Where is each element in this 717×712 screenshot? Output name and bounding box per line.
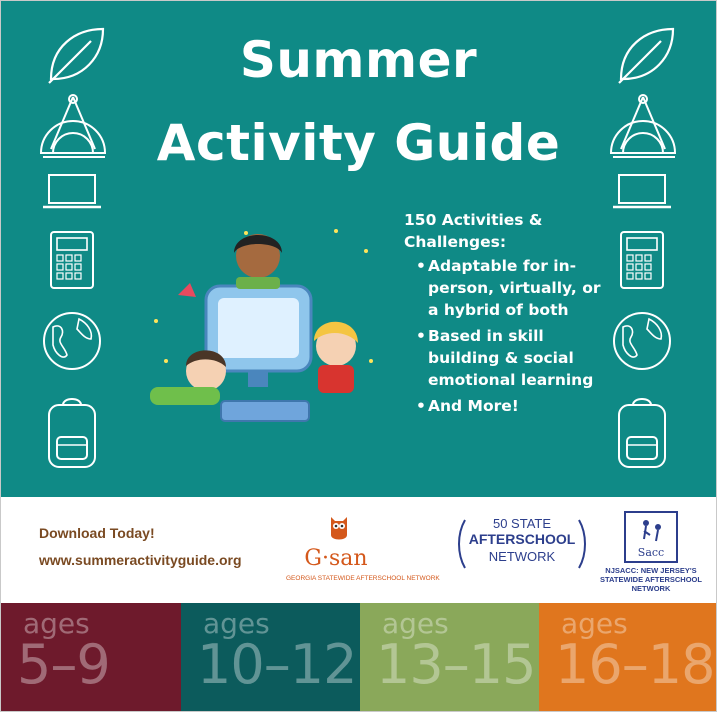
gsan-logo [286, 513, 446, 593]
laptop-icon [31, 171, 113, 211]
laptop-icon [601, 171, 683, 211]
owl-icon [328, 513, 350, 543]
download-url-link[interactable]: www.summeractivityguide.org [39, 552, 242, 568]
fifty-state-line1: 50 STATE [492, 516, 552, 531]
backpack-icon [601, 395, 683, 473]
title-line-2: Activity Guide [156, 114, 561, 172]
hero-panel [1, 1, 717, 497]
download-heading: Download Today! [39, 525, 155, 541]
calculator-icon [601, 229, 683, 291]
gsan-tagline: GEORGIA STATEWIDE AFTERSCHOOL NETWORK [286, 575, 440, 582]
age-bands [1, 603, 717, 712]
fifty-state-line3: NETWORK [488, 549, 556, 564]
age-word: ages [203, 607, 270, 640]
age-band-16-18 [539, 603, 717, 712]
kids-computer-illustration [136, 211, 396, 441]
age-band-10-12 [181, 603, 360, 712]
age-word: ages [23, 607, 90, 640]
compass-protractor-icon [601, 93, 683, 159]
feature-items [404, 255, 604, 417]
age-word: ages [382, 607, 449, 640]
age-band-5-9 [1, 603, 181, 712]
age-range: 10–12 [197, 633, 357, 696]
age-band-13-15 [360, 603, 539, 712]
feature-item: • Based in skill building & social emotional learning [428, 325, 604, 391]
njsacc-logo [591, 508, 711, 598]
left-icon-column [31, 23, 113, 483]
age-range: 16–18 [555, 633, 715, 696]
globe-icon [601, 309, 683, 373]
age-word: ages [561, 607, 628, 640]
leaf-icon [31, 23, 113, 85]
age-range: 5–9 [17, 633, 110, 696]
svg-text:Sacc: Sacc [637, 546, 665, 559]
features-heading: 150 Activities & Challenges: [404, 211, 543, 251]
feature-item: • And More! [428, 395, 604, 417]
compass-protractor-icon [31, 93, 113, 159]
calculator-icon [31, 229, 113, 291]
figures-icon [626, 513, 676, 561]
title-line-1: Summer [239, 31, 478, 89]
globe-icon [31, 309, 113, 373]
njsacc-caption: NJSACC: NEW JERSEY'S STATEWIDE AFTERSCHOOL NETWORK [600, 566, 702, 593]
right-icon-column [601, 23, 683, 483]
feature-item: • Adaptable for in-person, virtually, or a hybrid of both [428, 255, 604, 321]
fifty-state-logo [463, 516, 581, 576]
leaf-icon [601, 23, 683, 85]
features-list [404, 209, 604, 421]
age-range: 13–15 [376, 633, 536, 696]
njsacc-mark [624, 511, 678, 563]
fifty-state-line2: AFTERSCHOOL [468, 531, 576, 547]
gsan-wordmark: G·san [304, 546, 368, 571]
backpack-icon [31, 395, 113, 473]
